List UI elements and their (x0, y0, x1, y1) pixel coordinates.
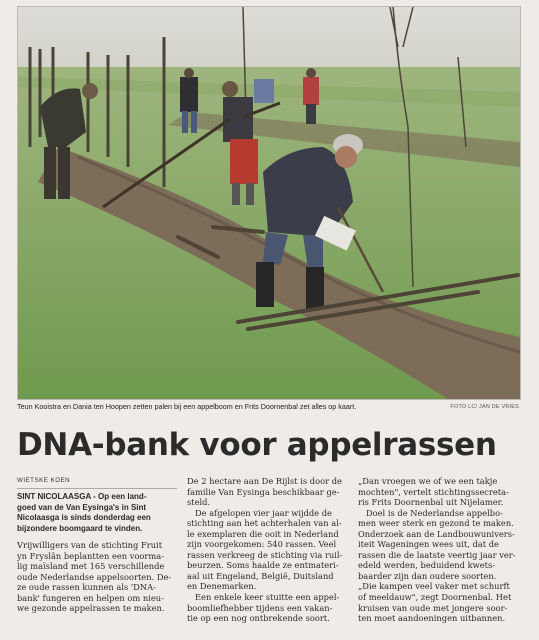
body-line: Onderzoek aan de Landbouwunivers- (358, 528, 515, 539)
body-paragraph (187, 508, 347, 592)
body-line: De afgelopen vier jaar wijdde de (195, 507, 332, 518)
body-line: en Denemarken. (187, 581, 257, 592)
body-line: we gezonde appelrassen te maken. (17, 603, 165, 614)
body-line: ze oude rassen kunnen als 'DNA- (17, 582, 156, 593)
body-line: yn Fryslân beplantten een voorma- (17, 550, 165, 561)
author-byline: WIETSKE KOEN (17, 476, 177, 489)
photo-caption (17, 401, 519, 413)
body-line: mochten", vertelt stichtingssecreta- (358, 486, 509, 497)
body-line: iteit Wageningen wees uit, dat de (358, 539, 499, 550)
body-line: baarder zijn dan oudere soorten. (358, 570, 497, 581)
body-line: men weer sterk en gezond te maken. (358, 518, 514, 529)
body-line: „Die kampen veel vaker met schurft (358, 581, 510, 592)
body-line: ten moet aandoeningen uitbannen. (358, 613, 506, 624)
body-line: edeld werden, beduidend kwets- (358, 560, 496, 571)
caption-text: Teun Kooistra en Dania ten Hoopen zetten palen bij een appelboom en Frits Doornenbal zet alles op kaart. (17, 402, 357, 411)
body-line: Vrijwilligers van de stichting Fruit (17, 540, 163, 551)
lead-line: SINT NICOLAASGA - Op een land- (17, 492, 147, 501)
body-line: bank' fungeren en helpen om nieu- (17, 592, 164, 603)
body-line: De 2 hectare aan De Rijlst is door de (187, 476, 342, 486)
news-photo (17, 6, 521, 400)
body-line: Een enkele keer stuitte een appel- (195, 592, 340, 603)
body-line: rassen die de laatste veertig jaar ver- (358, 549, 516, 560)
body-line: aal uit Engeland, België, Duitsland (187, 570, 334, 581)
body-paragraph (358, 508, 520, 624)
body-line: stichting aan het achterhalen van al- (187, 518, 342, 529)
body-line: lig maïsland met 165 verschillende (17, 561, 165, 572)
article-column-3 (358, 476, 520, 624)
body-line: familie Van Eysinga beschikbaar ge- (187, 486, 340, 497)
body-line: Doel is de Nederlandse appelbo- (366, 507, 503, 518)
body-line: oude Nederlandse appelsoorten. De- (17, 571, 172, 582)
body-line: boomliefhebber tijdens een vakan- (187, 602, 333, 613)
body-line: le exemplaren die ooit in Nederland (187, 528, 339, 539)
body-line: beurzen. Soms haalde ze entmateri- (187, 560, 339, 571)
article-column-2 (187, 476, 347, 624)
body-paragraph (358, 476, 520, 508)
body-line: zijn voorgekomen: 540 rassen. Veel (187, 539, 337, 550)
lead-line: bijzondere boomgaard te vinden. (17, 523, 143, 533)
lead-paragraph (17, 492, 177, 534)
lead-line: goed van de Van Eysinga's in Sint (17, 502, 147, 512)
body-line: „Dan vroegen we of we een takje (358, 476, 498, 486)
body-line: kruisen van oude met jongere soor- (358, 602, 508, 613)
article-column-1 (17, 476, 177, 614)
body-paragraph (187, 476, 347, 508)
photo-credit: FOTO LC/ JAN DE VRIES (450, 404, 519, 410)
body-line: of meeldauw", zegt Doornenbal. Het (358, 592, 512, 603)
body-line: tie op een nog ontbrekende soort. (187, 613, 330, 624)
body-line: ris Frits Doornenbal uit Nijelamer. (358, 497, 504, 508)
lead-line: Nicolaasga is sinds donderdag een (17, 513, 151, 523)
article-headline: DNA-bank voor appelrassen (17, 427, 497, 463)
orchard-photo-illustration (18, 7, 520, 399)
body-line: steld. (187, 497, 211, 508)
body-line: rassen verkreeg de stichting via ruil- (187, 549, 343, 560)
body-paragraph (187, 592, 347, 624)
body-paragraph (17, 540, 177, 614)
